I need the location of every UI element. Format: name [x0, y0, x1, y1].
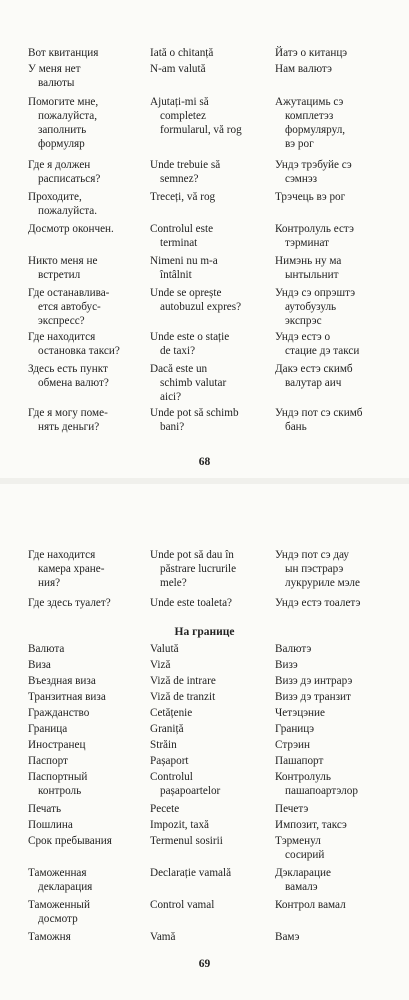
transliteration [275, 770, 401, 798]
transliteration-line: валутар аич [285, 377, 342, 389]
russian-phrase-line: Проходите, [28, 191, 82, 203]
romanian-phrase [150, 406, 272, 434]
romanian-phrase-line: Viză de intrare [150, 675, 216, 687]
romanian-phrase [150, 770, 272, 798]
romanian-phrase-line: Unde este o stație [150, 331, 230, 343]
romanian-phrase [150, 222, 272, 250]
russian-phrase [28, 286, 144, 328]
transliteration-line: Ажутацимь сэ [275, 96, 344, 108]
romanian-phrase-line: completez [160, 110, 206, 122]
russian-phrase-line: обмена валют? [38, 377, 109, 389]
transliteration-line: ын пэстрарэ [285, 563, 344, 575]
russian-phrase [28, 930, 144, 944]
russian-phrase [28, 95, 144, 151]
transliteration [275, 548, 401, 590]
romanian-phrase [150, 674, 272, 688]
romanian-phrase [150, 330, 272, 358]
russian-phrase-line: Виза [28, 659, 51, 671]
romanian-phrase-line: Străin [150, 739, 177, 751]
transliteration-line: сэмнэз [285, 173, 318, 185]
romanian-phrase-line: Cetățenie [150, 707, 193, 719]
romanian-phrase [150, 362, 272, 404]
transliteration-line: Трэчець вэ рог [275, 191, 346, 203]
page-number-69: 69 [198, 958, 211, 970]
page-number-68: 68 [198, 456, 211, 468]
romanian-phrase [150, 46, 272, 60]
romanian-phrase-line: Valută [150, 643, 179, 655]
russian-phrase [28, 706, 144, 720]
transliteration [275, 596, 401, 610]
romanian-phrase-line: Pașaport [150, 755, 189, 767]
russian-phrase [28, 222, 144, 236]
transliteration [275, 834, 401, 862]
transliteration-line: Контролуль [275, 771, 331, 783]
russian-phrase-line: Транзитная виза [28, 691, 106, 703]
romanian-phrase [150, 898, 272, 912]
transliteration-line: сосирий [285, 849, 325, 861]
transliteration-line: Контролуль естэ [275, 223, 354, 235]
transliteration [275, 286, 401, 328]
russian-phrase-line: Въездная виза [28, 675, 96, 687]
transliteration [275, 658, 401, 672]
russian-phrase-line: Досмотр окончен. [28, 223, 114, 235]
russian-phrase [28, 190, 144, 218]
transliteration-line: Визэ дэ транзит [275, 691, 351, 703]
russian-phrase [28, 406, 144, 434]
russian-phrase-line: формуляр [38, 138, 85, 150]
romanian-phrase [150, 754, 272, 768]
romanian-phrase-line: Treceți, vă rog [150, 191, 216, 203]
transliteration [275, 802, 401, 816]
russian-phrase-line: Никто меня не [28, 255, 98, 267]
russian-phrase-line: Где останавлива- [28, 287, 110, 299]
russian-phrase [28, 818, 144, 832]
transliteration [275, 46, 401, 60]
transliteration-line: Четэцэние [275, 707, 325, 719]
russian-phrase-line: Иностранец [28, 739, 86, 751]
russian-phrase-line: Таможенная [28, 867, 87, 879]
transliteration-line: Нимэнь ну ма [275, 255, 342, 267]
transliteration-line: Ундэ пот сэ скимб [275, 407, 363, 419]
transliteration-line: комплетэз [285, 110, 334, 122]
transliteration-line: экспрэс [285, 315, 322, 327]
transliteration [275, 930, 401, 944]
russian-phrase [28, 722, 144, 736]
romanian-phrase-line: Unde se oprește [150, 287, 222, 299]
transliteration-line: пашапоартэлор [285, 785, 358, 797]
russian-phrase-line: нять деньги? [38, 421, 100, 433]
romanian-phrase [150, 722, 272, 736]
transliteration-line: ынтыльнит [285, 269, 339, 281]
transliteration-line: Визэ [275, 659, 298, 671]
russian-phrase [28, 754, 144, 768]
romanian-phrase-line: Nimeni nu m-a [150, 255, 218, 267]
romanian-phrase-line: păstrare lucrurile [160, 563, 237, 575]
russian-phrase-line: Вот квитанция [28, 47, 99, 59]
russian-phrase [28, 330, 144, 358]
transliteration [275, 674, 401, 688]
russian-phrase-line: декларация [38, 881, 93, 893]
romanian-phrase [150, 818, 272, 832]
transliteration [275, 642, 401, 656]
transliteration-line: вэ рог [285, 138, 314, 150]
russian-phrase [28, 866, 144, 894]
russian-phrase-line: контроль [38, 785, 82, 797]
transliteration-line: аутобузуль [285, 301, 337, 313]
romanian-phrase [150, 802, 272, 816]
transliteration-line: Ундэ пот сэ дау [275, 549, 349, 561]
romanian-phrase [150, 738, 272, 752]
russian-phrase-line: валюты [38, 77, 75, 89]
russian-phrase [28, 158, 144, 186]
romanian-phrase-line: Impozit, taxă [150, 819, 210, 831]
romanian-phrase-line: Viză de tranzit [150, 691, 216, 703]
russian-phrase-line: Где находится [28, 331, 96, 343]
russian-phrase-line: камера хране- [38, 563, 105, 575]
romanian-phrase-line: N-am valută [150, 63, 206, 75]
russian-phrase-line: Пошлина [28, 819, 73, 831]
russian-phrase-line: Где находится [28, 549, 96, 561]
romanian-phrase [150, 254, 272, 282]
russian-phrase [28, 62, 144, 90]
romanian-phrase-line: Pecete [150, 803, 180, 815]
romanian-phrase [150, 190, 272, 204]
transliteration [275, 158, 401, 186]
russian-phrase-line: Где здесь туалет? [28, 597, 111, 609]
russian-phrase-line: У меня нет [28, 63, 81, 75]
section-heading: На границе [174, 626, 235, 638]
romanian-phrase [150, 658, 272, 672]
russian-phrase [28, 738, 144, 752]
romanian-phrase [150, 834, 272, 848]
romanian-phrase-line: terminat [160, 237, 198, 249]
russian-phrase [28, 254, 144, 282]
transliteration [275, 898, 401, 912]
transliteration-line: Тэрменул [275, 835, 321, 847]
russian-phrase-line: Где я должен [28, 159, 91, 171]
transliteration [275, 754, 401, 768]
transliteration-line: Печетэ [275, 803, 309, 815]
russian-phrase [28, 362, 144, 390]
romanian-phrase-line: Controlul este [150, 223, 214, 235]
romanian-phrase [150, 158, 272, 186]
transliteration-line: Пашапорт [275, 755, 324, 767]
romanian-phrase [150, 286, 272, 314]
russian-phrase [28, 834, 144, 848]
romanian-phrase-line: Controlul [150, 771, 193, 783]
transliteration-line: Валютэ [275, 643, 312, 655]
russian-phrase [28, 674, 144, 688]
romanian-phrase-line: Dacă este un [150, 363, 208, 375]
russian-phrase-line: Гражданство [28, 707, 90, 719]
transliteration [275, 95, 401, 151]
russian-phrase-line: расписаться? [38, 173, 101, 185]
transliteration [275, 690, 401, 704]
romanian-phrase [150, 642, 272, 656]
romanian-phrase-line: bani? [160, 421, 185, 433]
romanian-phrase-line: Vamă [150, 931, 176, 943]
transliteration [275, 818, 401, 832]
russian-phrase [28, 898, 144, 926]
romanian-phrase [150, 95, 272, 137]
russian-phrase-line: ния? [38, 577, 61, 589]
russian-phrase-line: Здесь есть пункт [28, 363, 108, 375]
transliteration-line: Ундэ трэбуйе сэ [275, 159, 352, 171]
romanian-phrase-line: Unde pot să dau în [150, 549, 234, 561]
romanian-phrase-line: Viză [150, 659, 171, 671]
transliteration-line: Дакэ естэ скимб [275, 363, 353, 375]
russian-phrase-line: заполнить [38, 124, 87, 136]
transliteration [275, 406, 401, 434]
transliteration-line: лукруриле мэле [285, 577, 360, 589]
transliteration-line: Стрэин [275, 739, 310, 751]
transliteration-line: Йатэ о китанцэ [275, 47, 348, 59]
transliteration [275, 738, 401, 752]
transliteration-line: стацие дэ такси [285, 345, 360, 357]
russian-phrase [28, 46, 144, 60]
transliteration-line: Нам валютэ [275, 63, 332, 75]
russian-phrase-line: экспресс? [38, 315, 85, 327]
romanian-phrase-line: pașapoartelor [160, 785, 221, 797]
romanian-phrase-line: de taxi? [160, 345, 196, 357]
romanian-phrase-line: Termenul sosirii [150, 835, 223, 847]
romanian-phrase-line: semnez? [160, 173, 199, 185]
transliteration [275, 254, 401, 282]
romanian-phrase [150, 930, 272, 944]
russian-phrase-line: пожалуйста. [38, 205, 98, 217]
russian-phrase-line: Где я могу поме- [28, 407, 108, 419]
romanian-phrase-line: întâlnit [160, 269, 192, 281]
russian-phrase-line: Срок пребывания [28, 835, 112, 847]
russian-phrase-line: Граница [28, 723, 68, 735]
transliteration [275, 722, 401, 736]
russian-phrase-line: Таможенный [28, 899, 90, 911]
romanian-phrase-line: mele? [160, 577, 187, 589]
transliteration [275, 62, 401, 76]
russian-phrase [28, 548, 144, 590]
romanian-phrase [150, 596, 272, 610]
russian-phrase-line: Паспорт [28, 755, 68, 767]
russian-phrase-line: Таможня [28, 931, 71, 943]
transliteration-line: бань [285, 421, 307, 433]
romanian-phrase-line: autobuzul expres? [160, 301, 242, 313]
romanian-phrase-line: Unde trebuie să [150, 159, 221, 171]
romanian-phrase-line: Iată o chitanță [150, 47, 214, 59]
transliteration-line: формулярул, [285, 124, 346, 136]
transliteration-line: Контрол вамал [275, 899, 346, 911]
romanian-phrase-line: Unde pot să schimb [150, 407, 239, 419]
russian-phrase [28, 802, 144, 816]
russian-phrase-line: Печать [28, 803, 62, 815]
russian-phrase-line: встретил [38, 269, 81, 281]
transliteration-line: Визэ дэ интрарэ [275, 675, 353, 687]
transliteration [275, 706, 401, 720]
romanian-phrase-line: Unde este toaleta? [150, 597, 232, 609]
russian-phrase [28, 658, 144, 672]
russian-phrase [28, 596, 144, 610]
transliteration-line: тэрминат [285, 237, 330, 249]
transliteration-line: вамалэ [285, 881, 318, 893]
transliteration-line: Границэ [275, 723, 315, 735]
romanian-phrase-line: Graniță [150, 723, 184, 735]
romanian-phrase-line: aici? [160, 391, 182, 403]
transliteration-line: Ундэ сэ опрэштэ [275, 287, 356, 299]
transliteration [275, 866, 401, 894]
transliteration [275, 222, 401, 250]
russian-phrase-line: пожалуйста, [38, 110, 98, 122]
russian-phrase-line: Паспортный [28, 771, 88, 783]
transliteration-line: Вамэ [275, 931, 300, 943]
transliteration-line: Дэкларацие [275, 867, 331, 879]
transliteration [275, 190, 401, 204]
phrasebook-page-68 [0, 0, 409, 480]
phrasebook-page-69 [0, 480, 409, 1000]
russian-phrase-line: Валюта [28, 643, 65, 655]
romanian-phrase [150, 706, 272, 720]
transliteration [275, 330, 401, 358]
romanian-phrase-line: Declarație vamală [150, 867, 232, 879]
romanian-phrase-line: formularul, vă rog [160, 124, 242, 136]
russian-phrase [28, 770, 144, 798]
russian-phrase-line: ется автобус- [38, 301, 101, 313]
romanian-phrase-line: Control vamal [150, 899, 215, 911]
russian-phrase-line: Помогите мне, [28, 96, 99, 108]
romanian-phrase [150, 62, 272, 76]
romanian-phrase [150, 690, 272, 704]
transliteration-line: Ундэ естэ тоалетэ [275, 597, 361, 609]
transliteration [275, 362, 401, 390]
romanian-phrase [150, 866, 272, 880]
romanian-phrase-line: schimb valutar [160, 377, 227, 389]
russian-phrase [28, 690, 144, 704]
romanian-phrase [150, 548, 272, 590]
transliteration-line: Ундэ естэ о [275, 331, 331, 343]
russian-phrase-line: остановка такси? [38, 345, 120, 357]
transliteration-line: Импозит, таксэ [275, 819, 347, 831]
russian-phrase-line: досмотр [38, 913, 78, 925]
russian-phrase [28, 642, 144, 656]
romanian-phrase-line: Ajutați-mi să [150, 96, 209, 108]
